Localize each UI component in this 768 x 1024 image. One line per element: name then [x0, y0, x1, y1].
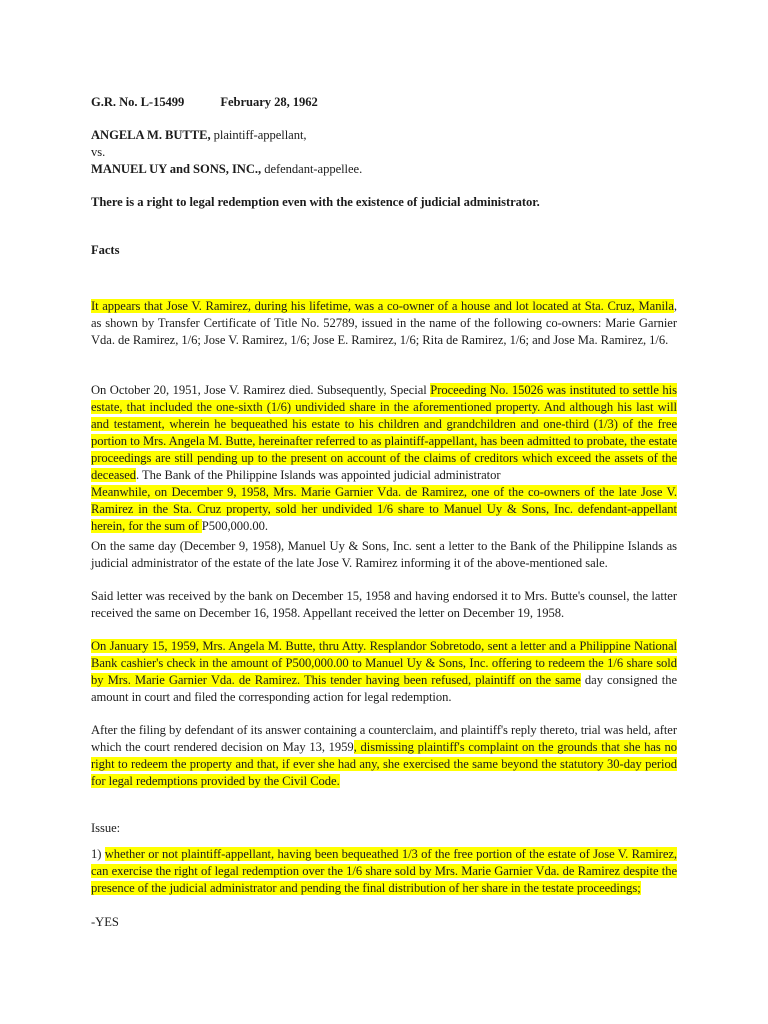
doctrine-statement: There is a right to legal redemption even with the existence of judicial administrator.: [91, 195, 540, 209]
facts-paragraph-4: [91, 538, 677, 572]
paragraph-text: , as shown by Transfer Certificate of Title No. 52789, issued in the name of the following co-owners: Marie Garnier Vda. de Ramirez, 1/6; Jose V. Ramirez, 1/6; Jose E. Ramirez, 1/6; Rita de Ramirez, 1/6; and Jose Ma. Ramirez, 1/6.: [91, 299, 677, 347]
issue-number: 1): [91, 847, 105, 861]
paragraph-text: P500,000.00.: [201, 519, 268, 533]
issue-answer: -YES: [91, 915, 119, 929]
case-number-line: [91, 94, 677, 111]
issue-paragraph: [91, 846, 677, 897]
decision-date: February 28, 1962: [220, 95, 318, 109]
highlighted-text: , dismissing plaintiff's complaint on the grounds that she has no right to redeem the property and that, if ever she had any, she exercised the same beyond the statutory 30-day period for legal redemptions provided by the Civil Code.: [91, 740, 677, 788]
issue-heading: Issue:: [91, 821, 121, 835]
facts-heading: Facts: [91, 243, 120, 257]
facts-paragraph-2: [91, 382, 677, 484]
facts-paragraph-5: [91, 588, 677, 622]
facts-paragraph-7: [91, 722, 677, 790]
highlighted-text: Meanwhile, on December 9, 1958, Mrs. Marie Garnier Vda. de Ramirez, one of the co-owners of the late Jose V. Ramirez in the Sta. Cruz property, sold her undivided 1/6 share to Manuel Uy & Sons, Inc. defendant-appellant herein, for the sum of: [91, 485, 677, 533]
issue-text: whether or not plaintiff-appellant, having been bequeathed 1/3 of the free portion of the estate of Jose V. Ramirez, can exercise the right of legal redemption over the 1/6 share sold by Mrs. Marie Garnier Vda. de Ramirez despite the presence of the judicial administrator and pending the final distribution of her share in the testate proceedings;: [91, 847, 677, 895]
facts-paragraph-6: [91, 638, 677, 706]
paragraph-text: Said letter was received by the bank on December 15, 1958 and having endorsed it to Mrs. Butte's counsel, the latter received the same on December 16, 1958. Appellant received the letter on December 19, 1958.: [91, 589, 677, 620]
highlighted-text: It appears that Jose V. Ramirez, during his lifetime, was a co-owner of a house and lot located at Sta. Cruz, Manila: [91, 299, 674, 313]
versus: vs.: [91, 145, 106, 159]
paragraph-text: On the same day (December 9, 1958), Manuel Uy & Sons, Inc. sent a letter to the Bank of the Philippine Islands as judicial administrator of the estate of the late Jose V. Ramirez informing it of the above-mentioned sale.: [91, 539, 677, 570]
facts-paragraph-3: [91, 484, 677, 535]
appellee-role: defendant-appellee.: [261, 162, 363, 176]
appellant-name: ANGELA M. BUTTE,: [91, 128, 211, 142]
appellant-line: [91, 127, 677, 144]
parties-block: [91, 127, 677, 178]
facts-paragraph-1: [91, 298, 677, 349]
highlighted-text: Proceeding No. 15026 was instituted to settle his estate, that included the one-sixth (1/6) undivided share in the aforementioned property. And although his last will and testament, wherein he bequeathed his estate to his children and grandchildren and one-third (1/3) of the free portion to Mrs. Angela M. Butte, hereinafter referred to as plaintiff-appellant, has been admitted to probate, the estate proceedings are still pending up to the present on account of the claims of creditors which exceed the assets of the deceased: [91, 383, 677, 482]
appellee-line: [91, 161, 677, 178]
paragraph-text: After the filing by defendant of its answer containing a counterclaim, and plaintiff's reply thereto, trial was held, after which the court rendered decision on May 13, 1959: [91, 723, 677, 754]
appellee-name: MANUEL UY and SONS, INC.,: [91, 162, 262, 176]
paragraph-text: . The Bank of the Philippine Islands was appointed judicial administrator: [136, 468, 501, 482]
gr-number: G.R. No. L-15499: [91, 95, 185, 109]
appellant-role: plaintiff-appellant,: [210, 128, 307, 142]
highlighted-text: On January 15, 1959, Mrs. Angela M. Butte, thru Atty. Resplandor Sobretodo, sent a letter and a Philippine National Bank cashier's check in the amount of P500,000.00 to Manuel Uy & Sons, Inc. offering to redeem the 1/6 share sold by Mrs. Marie Garnier Vda. de Ramirez. This tender having been refused, plaintiff on the same: [91, 639, 677, 687]
paragraph-text: day consigned the amount in court and filed the corresponding action for legal redemption.: [91, 673, 677, 704]
paragraph-text: On October 20, 1951, Jose V. Ramirez died. Subsequently, Special: [91, 383, 431, 397]
